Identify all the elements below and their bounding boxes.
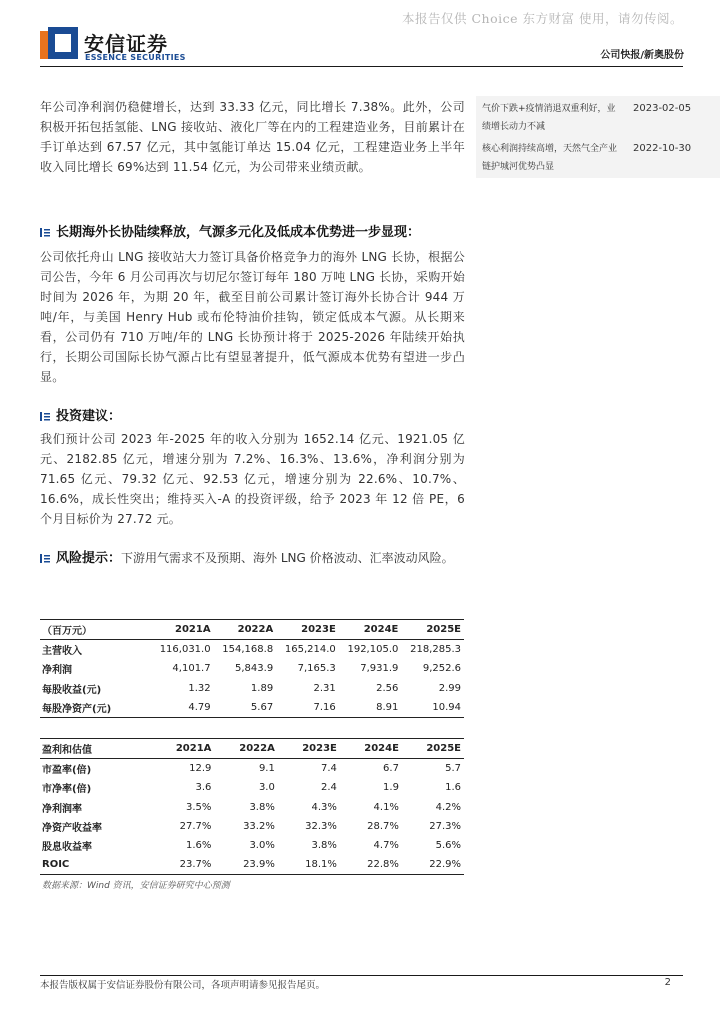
table-row	[40, 836, 464, 855]
section-bullet-icon	[40, 412, 50, 421]
related-report-date: 2022-10-30	[633, 143, 692, 154]
table-cell: 7,165.3	[297, 663, 336, 675]
table-cell: 3.8%	[249, 801, 275, 813]
table-cell: 净资产收益率	[42, 822, 102, 834]
table-row	[40, 855, 464, 875]
table-cell: 9,252.6	[422, 663, 461, 675]
table-cell: 每股净资产(元)	[40, 698, 151, 718]
report-type: 公司快报/新奥股份	[600, 50, 684, 61]
table-cell: 28.7%	[367, 820, 399, 832]
table-cell: 218,285.3	[410, 644, 461, 656]
table-cell: 23.9%	[214, 855, 277, 875]
table-cell: 23.7%	[151, 855, 214, 875]
company-logo	[40, 27, 200, 67]
risk-text: 下游用气需求不及预期、海外 LNG 价格波动、汇率波动风险。	[121, 551, 454, 565]
related-report-item[interactable]	[482, 96, 718, 132]
table-cell: ROIC	[40, 855, 151, 875]
table-cell: 4.1%	[373, 801, 399, 813]
table-cell: 5,843.9	[235, 663, 274, 675]
logo-mark-icon	[40, 27, 78, 63]
section-title-text: 投资建议：	[56, 409, 122, 424]
table-cell: 4.3%	[311, 801, 337, 813]
table-cell: 2.31	[313, 682, 336, 694]
table-header-cell: 2023E	[276, 620, 339, 640]
table-cell: 8.91	[339, 698, 402, 718]
table-header-cell: 2024E	[339, 620, 402, 640]
table-header-cell: 2021A	[151, 739, 214, 759]
table-cell: 32.3%	[305, 820, 337, 832]
table-cell: 市净率(倍)	[42, 784, 92, 796]
table-header-cell: 2025E	[401, 620, 464, 640]
data-source: 数据来源：Wind 资讯，安信证券研究中心预测	[42, 881, 230, 891]
table-cell: 主营收入	[42, 646, 82, 658]
table-header-cell: 2022A	[214, 620, 277, 640]
table-header-cell: 2024E	[340, 739, 402, 759]
table-cell: 165,214.0	[284, 644, 336, 656]
table-header-row	[40, 620, 464, 640]
table-cell: 2.99	[438, 682, 461, 694]
table-cell: 3.0%	[249, 840, 275, 852]
related-report-item[interactable]	[482, 136, 718, 172]
intro-paragraph: 年公司净利润仍稳健增长，达到 33.33 亿元，同比增长 7.38%。此外，公司积极开拓包括氢能、LNG 接收站、液化厂等在内的工程建造业务，目前累计在手订单达到 67.57 亿元，其中氢能订单达 15.04 亿元，工程建造业务上半年收入同比增长 69%达到 11.54 亿元，为公司带来业绩贡献。	[40, 100, 465, 174]
footer-divider	[40, 975, 683, 976]
table-cell: 3.8%	[311, 840, 337, 852]
table-cell: 5.7	[445, 763, 461, 775]
valuation-table	[40, 738, 464, 875]
header-divider	[40, 66, 683, 67]
table-cell: 2.4	[320, 782, 337, 794]
table-row	[40, 778, 464, 797]
table-cell: 1.32	[188, 682, 211, 694]
table-cell: 1.6	[445, 782, 461, 794]
table-header-cell: 2022A	[214, 739, 277, 759]
table-header-cell: 2025E	[402, 739, 464, 759]
section-body-investment: 我们预计公司 2023 年-2025 年的收入分别为 1652.14 亿元、1921.05 亿元、2182.85 亿元，增速分别为 7.2%、16.3%、13.6%，净利润分别为 71.65 亿元、79.32 亿元、92.53 亿元，增速分别为 22.6%、10.7%、16.6%，成长性突出；维持买入-A 的投资评级，给予 2023 年 12 倍 PE，6 个月目标价为 27.72 元。	[40, 432, 465, 526]
table-cell: 116,031.0	[159, 644, 211, 656]
table-row	[40, 640, 464, 660]
table-cell: 4.79	[151, 698, 214, 718]
table-row	[40, 798, 464, 817]
related-report-title[interactable]: 气价下跌+疫情消退双重利好，业绩增长动力不减	[482, 104, 616, 132]
table-cell: 净利润率	[42, 803, 82, 815]
table-cell: 4.7%	[373, 840, 399, 852]
section-bullet-icon	[40, 228, 50, 237]
table-cell: 5.6%	[435, 840, 461, 852]
table-cell: 3.6	[195, 782, 212, 794]
page-number: 2	[664, 977, 671, 988]
table-cell: 1.9	[383, 782, 399, 794]
related-reports	[476, 96, 720, 178]
table-cell: 18.1%	[278, 855, 340, 875]
table-cell: 192,105.0	[347, 644, 399, 656]
table-row	[40, 679, 464, 698]
logo-en-text: ESSENCE SECURITIES	[85, 53, 186, 62]
table-row	[40, 659, 464, 678]
financial-summary-table	[40, 619, 464, 718]
risk-label: 风险提示：	[56, 551, 122, 566]
table-row	[40, 759, 464, 779]
table-cell: 5.67	[214, 698, 277, 718]
table-cell: 33.2%	[243, 820, 275, 832]
related-report-title[interactable]: 核心利润持续高增，天然气全产业链护城河优势凸显	[482, 144, 618, 172]
table-cell: 1.6%	[186, 840, 212, 852]
table-cell: 股息收益率	[42, 842, 92, 854]
table-cell: 6.7	[383, 763, 399, 775]
watermark: 本报告仅供 Choice 东方财富 使用，请勿传阅。	[402, 11, 683, 26]
table-cell: 净利润	[42, 665, 72, 677]
table-header-cell: 2021A	[151, 620, 214, 640]
table-cell: 154,168.8	[222, 644, 274, 656]
table-cell: 22.8%	[340, 855, 402, 875]
table-header-row	[40, 739, 464, 759]
related-report-date: 2023-02-05	[633, 103, 692, 114]
table-cell: 10.94	[401, 698, 464, 718]
table-cell: 9.1	[258, 763, 275, 775]
table-cell: 3.0	[258, 782, 275, 794]
table-cell: 27.3%	[429, 820, 461, 832]
table-cell: 27.7%	[179, 820, 212, 832]
table-cell: 22.9%	[402, 855, 464, 875]
table-header-cell: 2023E	[278, 739, 340, 759]
table-cell: 7.4	[320, 763, 337, 775]
table-row	[40, 698, 464, 718]
section-title-long-term-contracts	[40, 221, 470, 240]
table-cell: 市盈率(倍)	[42, 765, 92, 777]
table-cell: 7,931.9	[360, 663, 399, 675]
table-cell: 4,101.7	[172, 663, 211, 675]
table-cell: 12.9	[189, 763, 212, 775]
section-bullet-icon	[40, 554, 50, 563]
table-cell: 2.56	[376, 682, 399, 694]
table-row	[40, 817, 464, 836]
table-header-cell: 盈利和估值	[40, 739, 151, 759]
table-header-cell: （百万元）	[40, 620, 151, 640]
table-cell: 1.89	[250, 682, 274, 694]
table-cell: 每股收益(元)	[42, 684, 102, 696]
section-title-text: 长期海外长协陆续释放，气源多元化及低成本优势进一步显现：	[56, 225, 421, 240]
logo-cn-text: 安信证券	[84, 32, 168, 56]
table-cell: 4.2%	[435, 801, 461, 813]
section-body-long-term-contracts: 公司依托舟山 LNG 接收站大力签订具备价格竞争力的海外 LNG 长协，根据公司公告，今年 6 月公司再次与切尼尔签订每年 180 万吨 LNG 长协，采购开始时间为 2026 年，为期 20 年，截至目前公司累计签订海外长协合计 944 万吨/年，与美国 Henry Hub 或布伦特油价挂钩，锁定低成本气源。从长期来看，公司仍有 710 万吨/年的 LNG 长协预计将于 2025-2026 年陆续开始执行，长期公司国际长协气源占比有望显著提升，低气源成本优势有望进一步凸显。	[40, 250, 465, 384]
footer-disclaimer: 本报告版权属于安信证券股份有限公司，各项声明请参见报告尾页。	[40, 980, 326, 991]
risk-warning	[40, 548, 460, 569]
section-title-investment	[40, 405, 470, 424]
table-cell: 3.5%	[186, 801, 212, 813]
table-cell: 7.16	[276, 698, 339, 718]
